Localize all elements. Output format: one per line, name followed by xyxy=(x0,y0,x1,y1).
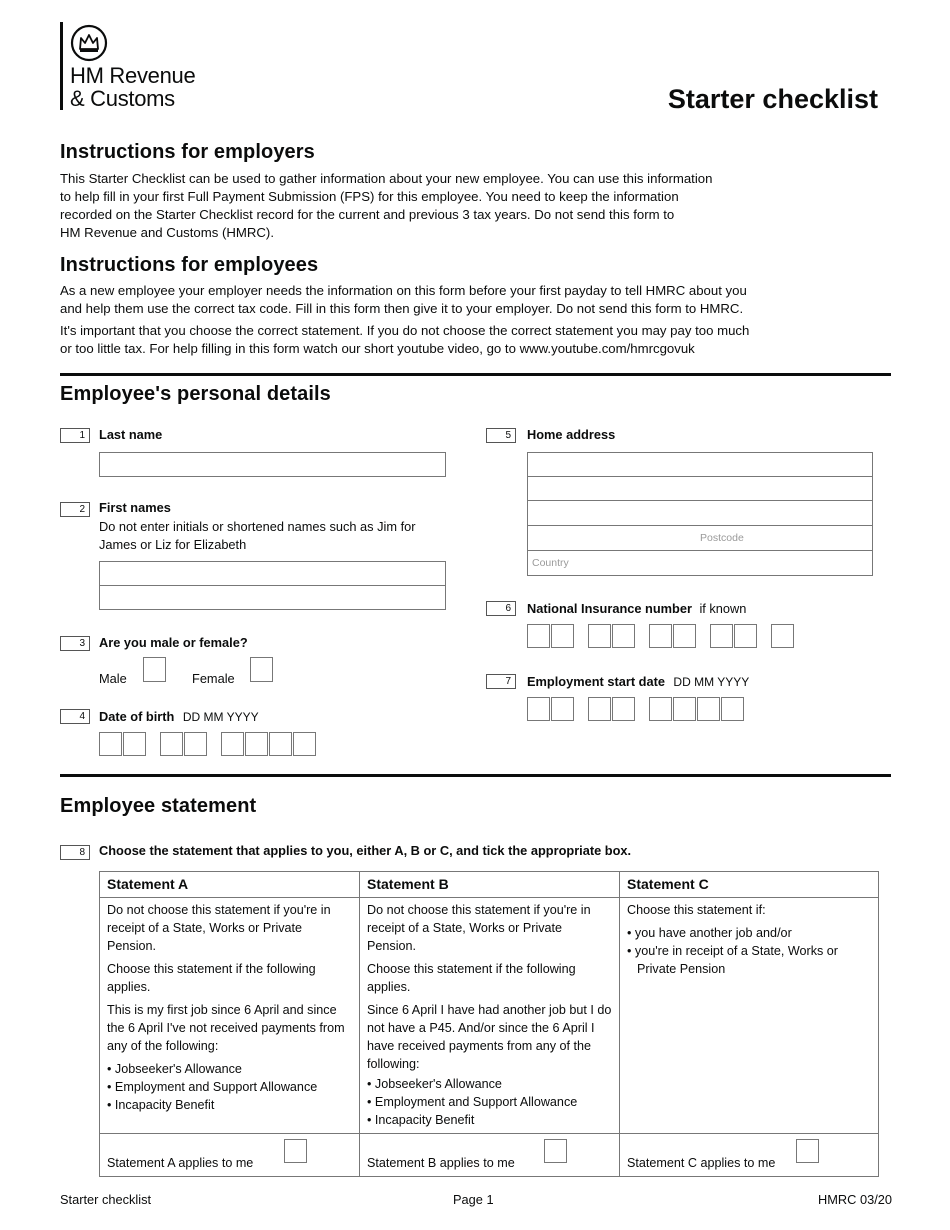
dob-month-digit-2[interactable] xyxy=(184,732,207,756)
personal-details-heading: Employee's personal details xyxy=(60,383,331,405)
statement-a-bullet: • Incapacity Benefit xyxy=(107,1096,352,1114)
male-label: Male xyxy=(99,671,127,686)
address-line-2[interactable] xyxy=(527,476,873,501)
statement-a-applies-label: Statement A applies to me xyxy=(107,1156,254,1170)
first-names-input-line2[interactable] xyxy=(99,585,446,610)
statement-b-body xyxy=(360,898,620,1134)
statement-b-applies-cell xyxy=(360,1134,620,1177)
ni-digit-6[interactable] xyxy=(734,624,757,648)
ni-number-input[interactable] xyxy=(527,624,797,648)
dob-year-digit-4[interactable] xyxy=(293,732,316,756)
statement-c-bullet: • you have another job and/or xyxy=(627,924,871,942)
statement-header-row xyxy=(100,872,879,898)
ni-digit-1[interactable] xyxy=(588,624,611,648)
statement-a-bullet: • Employment and Support Allowance xyxy=(107,1078,352,1096)
start-day-digit-1[interactable] xyxy=(527,697,550,721)
first-names-input-line1[interactable] xyxy=(99,561,446,586)
ni-digit-3[interactable] xyxy=(649,624,672,648)
statement-a-applies-cell xyxy=(100,1134,360,1177)
ni-digit-4[interactable] xyxy=(673,624,696,648)
ni-letter-1[interactable] xyxy=(527,624,550,648)
postcode-hint: Postcode xyxy=(700,532,744,544)
employers-instructions xyxy=(60,170,712,242)
question-number-8: 8 xyxy=(60,845,90,860)
employees-line-3: It's important that you choose the correct statement. If you do not choose the correct statement you may pay too much xyxy=(60,323,750,338)
employees-instructions xyxy=(60,282,749,358)
dob-day-digit-2[interactable] xyxy=(123,732,146,756)
ni-digit-5[interactable] xyxy=(710,624,733,648)
employers-line-2: to help fill in your first Full Payment Submission (FPS) for this employee. You need to keep the information xyxy=(60,189,679,204)
male-checkbox[interactable] xyxy=(143,657,166,682)
statement-b-checkbox[interactable] xyxy=(544,1139,567,1163)
start-year-digit-3[interactable] xyxy=(697,697,720,721)
statement-a-p1: Do not choose this statement if you're in receipt of a State, Works or Private Pension. xyxy=(107,903,331,953)
statement-c-applies-cell xyxy=(620,1134,879,1177)
employees-line-2: and help them use the correct tax code. Fill in this form then give it to your employer. Do not send this form to HMRC. xyxy=(60,301,744,316)
section-divider xyxy=(60,373,891,376)
question-number-5: 5 xyxy=(486,428,516,443)
section-divider xyxy=(60,774,891,777)
statement-c-applies-label: Statement C applies to me xyxy=(627,1156,776,1170)
first-names-note-line1: Do not enter initials or shortened names such as Jim for xyxy=(99,519,416,534)
address-line-1[interactable] xyxy=(527,452,873,477)
date-of-birth-input[interactable] xyxy=(99,732,319,756)
dob-year-digit-3[interactable] xyxy=(269,732,292,756)
dob-year-digit-1[interactable] xyxy=(221,732,244,756)
statement-a-bullets xyxy=(107,1060,352,1114)
date-of-birth-format: DD MM YYYY xyxy=(182,710,259,724)
last-name-input[interactable] xyxy=(99,452,446,477)
question-number-1: 1 xyxy=(60,428,90,443)
question-number-4: 4 xyxy=(60,709,90,724)
footer-form-code: HMRC 03/20 xyxy=(818,1192,892,1207)
date-of-birth-label: Date of birth xyxy=(99,709,175,724)
start-year-digit-1[interactable] xyxy=(649,697,672,721)
statement-a-title: Statement A xyxy=(100,872,360,898)
gender-label: Are you male or female? xyxy=(99,635,248,650)
last-name-label: Last name xyxy=(99,427,163,442)
statement-a-body xyxy=(100,898,360,1134)
footer-form-name: Starter checklist xyxy=(60,1192,152,1207)
statement-a-checkbox[interactable] xyxy=(284,1139,307,1163)
statement-b-p3: Since 6 April I have had another job but I do not have a P45. And/or since the 6 April I have received payments from any of the following: xyxy=(367,1003,612,1071)
start-month-digit-2[interactable] xyxy=(612,697,635,721)
ni-digit-2[interactable] xyxy=(612,624,635,648)
statement-b-title: Statement B xyxy=(360,872,620,898)
question-number-2: 2 xyxy=(60,502,90,517)
postcode-input[interactable] xyxy=(527,525,873,551)
date-of-birth-label-wrap xyxy=(99,708,259,726)
statement-b-bullet: • Employment and Support Allowance xyxy=(367,1093,612,1111)
statement-b-bullet: • Incapacity Benefit xyxy=(367,1111,612,1129)
statement-instruction: Choose the statement that applies to you, either A, B or C, and tick the appropriate box. xyxy=(99,843,632,858)
start-month-digit-1[interactable] xyxy=(588,697,611,721)
statement-c-bullets xyxy=(627,924,871,978)
statement-b-bullet: • Jobseeker's Allowance xyxy=(367,1075,612,1093)
ni-letter-2[interactable] xyxy=(551,624,574,648)
employers-line-4: HM Revenue and Customs (HMRC). xyxy=(60,225,274,240)
first-names-note-line2: James or Liz for Elizabeth xyxy=(99,537,247,552)
statement-c-title: Statement C xyxy=(620,872,879,898)
statement-b-p2: Choose this statement if the following applies. xyxy=(367,962,576,994)
org-name-line2: & Customs xyxy=(70,86,175,111)
ni-number-label: National Insurance number xyxy=(527,601,692,616)
address-line-3[interactable] xyxy=(527,500,873,526)
statement-applies-row xyxy=(100,1134,879,1177)
start-date-format: DD MM YYYY xyxy=(673,675,750,689)
question-number-3: 3 xyxy=(60,636,90,651)
statement-b-bullets xyxy=(367,1075,612,1129)
statement-table xyxy=(99,871,879,1177)
question-number-7: 7 xyxy=(486,674,516,689)
start-day-digit-2[interactable] xyxy=(551,697,574,721)
dob-month-digit-1[interactable] xyxy=(160,732,183,756)
ni-number-label-wrap xyxy=(527,600,746,618)
employees-line-4: or too little tax. For help filling in this form watch our short youtube video, go to www.youtube.com/hmrcgovuk xyxy=(60,341,695,356)
statement-a-bullet: • Jobseeker's Allowance xyxy=(107,1060,352,1078)
logo-bar xyxy=(60,22,63,110)
royal-crest-icon xyxy=(70,24,108,62)
home-address-label: Home address xyxy=(527,427,616,442)
employers-heading: Instructions for employers xyxy=(60,141,315,163)
statement-body-row xyxy=(100,898,879,1134)
statement-c-p1: Choose this statement if: xyxy=(627,903,766,917)
first-names-label: First names xyxy=(99,500,171,515)
statement-a-p3: This is my first job since 6 April and since the 6 April I've not received payments from any of the following: xyxy=(107,1003,345,1053)
female-label: Female xyxy=(192,671,235,686)
statement-b-p1: Do not choose this statement if you're in receipt of a State, Works or Private Pension. xyxy=(367,903,591,953)
statement-a-p2: Choose this statement if the following applies. xyxy=(107,962,316,994)
ni-number-suffix: if known xyxy=(699,601,747,616)
country-hint: Country xyxy=(532,557,569,569)
employees-line-1: As a new employee your employer needs the information on this form before your first payday to tell HMRC about you xyxy=(60,283,747,298)
footer-page-number: Page 1 xyxy=(453,1192,494,1207)
employers-line-1: This Starter Checklist can be used to gather information about your new employee. You can use this information xyxy=(60,171,713,186)
start-date-input[interactable] xyxy=(527,697,747,721)
ni-suffix-letter[interactable] xyxy=(771,624,794,648)
statement-c-checkbox[interactable] xyxy=(796,1139,819,1163)
org-name xyxy=(70,64,195,110)
start-date-label-wrap xyxy=(527,673,749,691)
employees-heading: Instructions for employees xyxy=(60,254,319,276)
statement-c-body xyxy=(620,898,879,1134)
start-year-digit-2[interactable] xyxy=(673,697,696,721)
country-input[interactable] xyxy=(527,550,873,576)
statement-c-bullet: • you're in receipt of a State, Works or Private Pension xyxy=(627,942,871,978)
start-date-label: Employment start date xyxy=(527,674,665,689)
start-year-digit-4[interactable] xyxy=(721,697,744,721)
question-number-6: 6 xyxy=(486,601,516,616)
dob-year-digit-2[interactable] xyxy=(245,732,268,756)
employers-line-3: recorded on the Starter Checklist record for the current and previous 3 tax years. Do not send this form to xyxy=(60,207,675,222)
dob-day-digit-1[interactable] xyxy=(99,732,122,756)
org-name-line1: HM Revenue xyxy=(70,63,196,88)
female-checkbox[interactable] xyxy=(250,657,273,682)
statement-b-applies-label: Statement B applies to me xyxy=(367,1156,515,1170)
employee-statement-heading: Employee statement xyxy=(60,795,257,817)
document-title: Starter checklist xyxy=(667,84,878,114)
